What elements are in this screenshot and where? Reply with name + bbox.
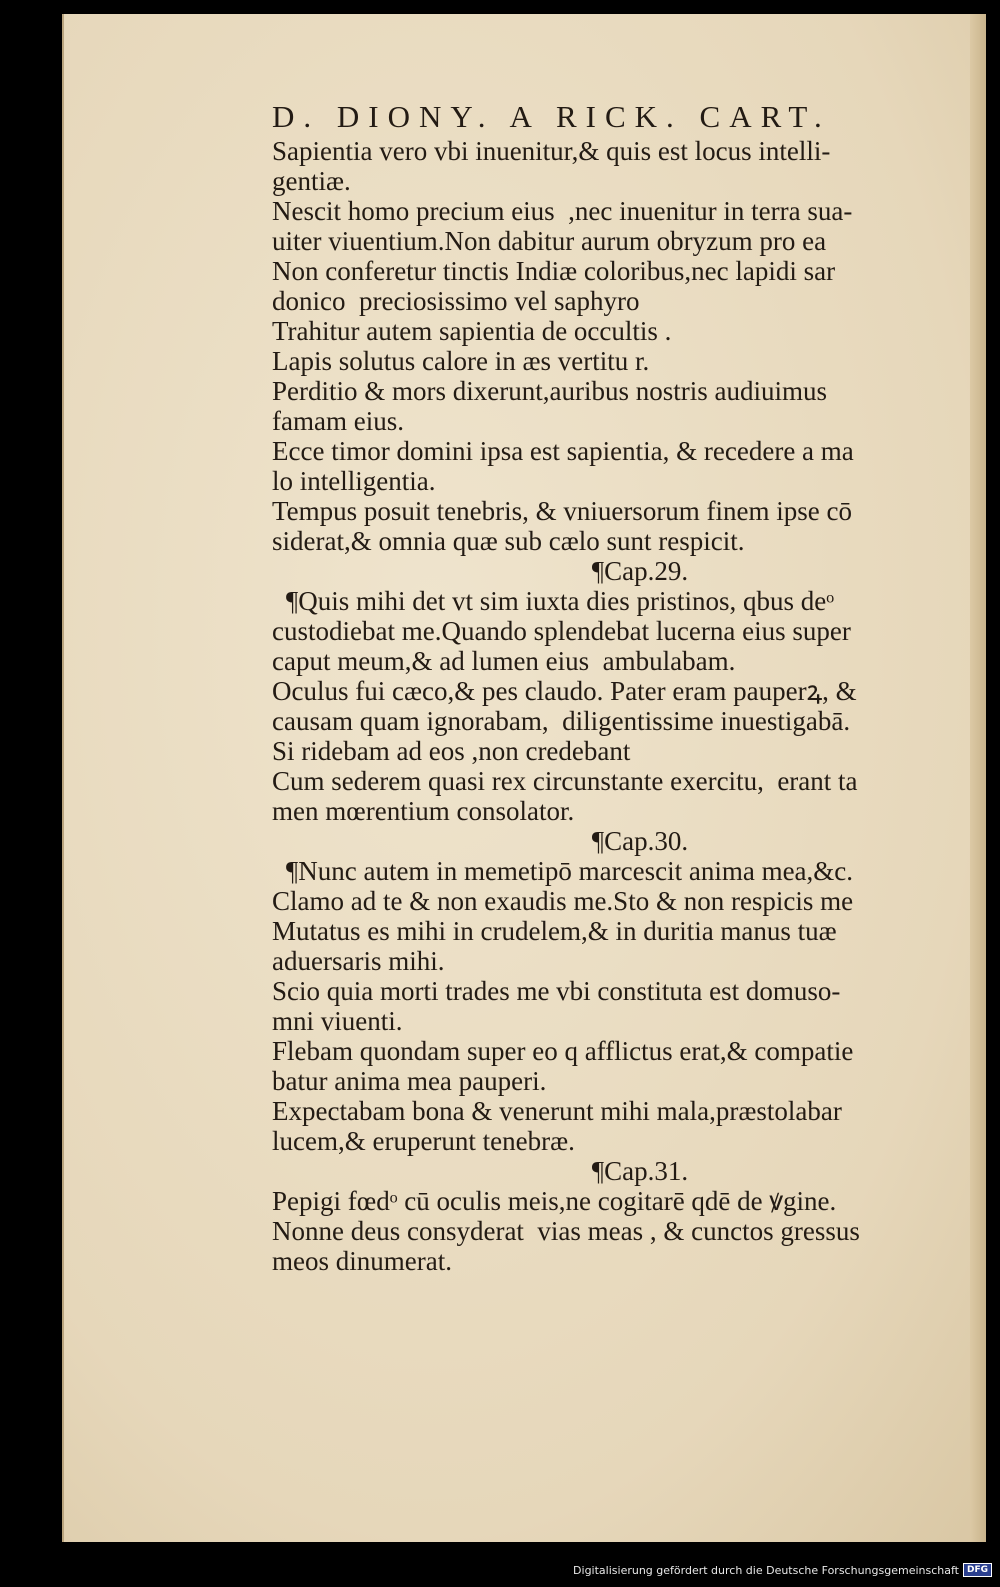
text-line: Mutatus es mihi in crudelem,& in duritia manus tuæ [272, 916, 837, 946]
text-line: Si ridebam ad eos ,non credebant [272, 736, 631, 766]
text-line: Pepigi fœdᵒ cū oculis meis,ne cogitarē qdē de ꝟgine. [272, 1186, 837, 1216]
text-line: Ecce timor domini ipsa est sapientia, & recedere a ma [272, 436, 854, 466]
text-line: uiter viuentium.Non dabitur aurum obryzum pro ea [272, 226, 827, 256]
text-line: Cum sederem quasi rex circunstante exercitu, erant ta [272, 766, 858, 796]
text-line: Flebam quondam super eo q afflictus erat,& compatie [272, 1036, 854, 1066]
text-line: famam eius. [272, 406, 404, 436]
text-line: Scio quia morti trades me vbi constituta est domuso- [272, 976, 841, 1006]
text-line: Expectabam bona & venerunt mihi mala,præstolabar [272, 1096, 842, 1126]
text-line: donico preciosissimo vel saphyro [272, 286, 640, 316]
text-line: Nescit homo precium eius ,nec inuenitur in terra sua- [272, 196, 853, 226]
text-line: ¶Nunc autem in memetipō marcescit anima mea,&c. [286, 856, 854, 886]
footer [573, 1563, 992, 1577]
text-line: Trahitur autem sapientia de occultis . [272, 316, 672, 346]
text-line: lo intelligentia. [272, 466, 436, 496]
text-line: mni viuenti. [272, 1006, 403, 1036]
text-line: causam quam ignorabam, diligentissime inuestigabā. [272, 706, 851, 736]
text-line: Non conferetur tinctis Indiæ coloribus,nec lapidi sar [272, 256, 836, 286]
text-line: Oculus fui cæco,& pes claudo. Pater eram pauperꝝ, & [272, 676, 857, 706]
text-block [272, 99, 948, 1276]
chapter-heading: ¶Cap.29. [591, 556, 689, 586]
chapter-heading: ¶Cap.30. [591, 826, 689, 856]
text-line: batur anima mea pauperi. [272, 1066, 547, 1096]
text-line: lucem,& eruperunt tenebræ. [272, 1126, 575, 1156]
text-line: men mœrentium consolator. [272, 796, 575, 826]
text-lines [272, 136, 948, 1276]
book-page [62, 14, 986, 1542]
dfg-logo-icon: DFG [963, 1563, 992, 1577]
text-line: ¶Quis mihi det vt sim iuxta dies pristinos, qbus deᵒ [286, 586, 835, 616]
running-head: D. DIONY. A RICK. CART. [272, 99, 831, 134]
page-edge [970, 14, 986, 1542]
text-line: custodiebat me.Quando splendebat lucerna eius super [272, 616, 851, 646]
text-line: Clamo ad te & non exaudis me.Sto & non respicis me [272, 886, 854, 916]
text-line: Tempus posuit tenebris, & vniuersorum finem ipse cō [272, 496, 853, 526]
chapter-heading: ¶Cap.31. [591, 1156, 689, 1186]
text-line: caput meum,& ad lumen eius ambulabam. [272, 646, 736, 676]
text-line: siderat,& omnia quæ sub cælo sunt respicit. [272, 526, 745, 556]
text-line: Nonne deus consyderat vias meas , & cunctos gressus [272, 1216, 860, 1246]
footer-credit: Digitalisierung gefördert durch die Deutsche Forschungsgemeinschaft [573, 1563, 959, 1577]
text-line: Perditio & mors dixerunt,auribus nostris audiuimus [272, 376, 827, 406]
text-line: aduersaris mihi. [272, 946, 445, 976]
text-line: meos dinumerat. [272, 1246, 452, 1276]
text-line: Lapis solutus calore in æs vertitu r. [272, 346, 650, 376]
text-line: gentiæ. [272, 166, 351, 196]
text-line: Sapientia vero vbi inuenitur,& quis est locus intelli- [272, 136, 831, 166]
